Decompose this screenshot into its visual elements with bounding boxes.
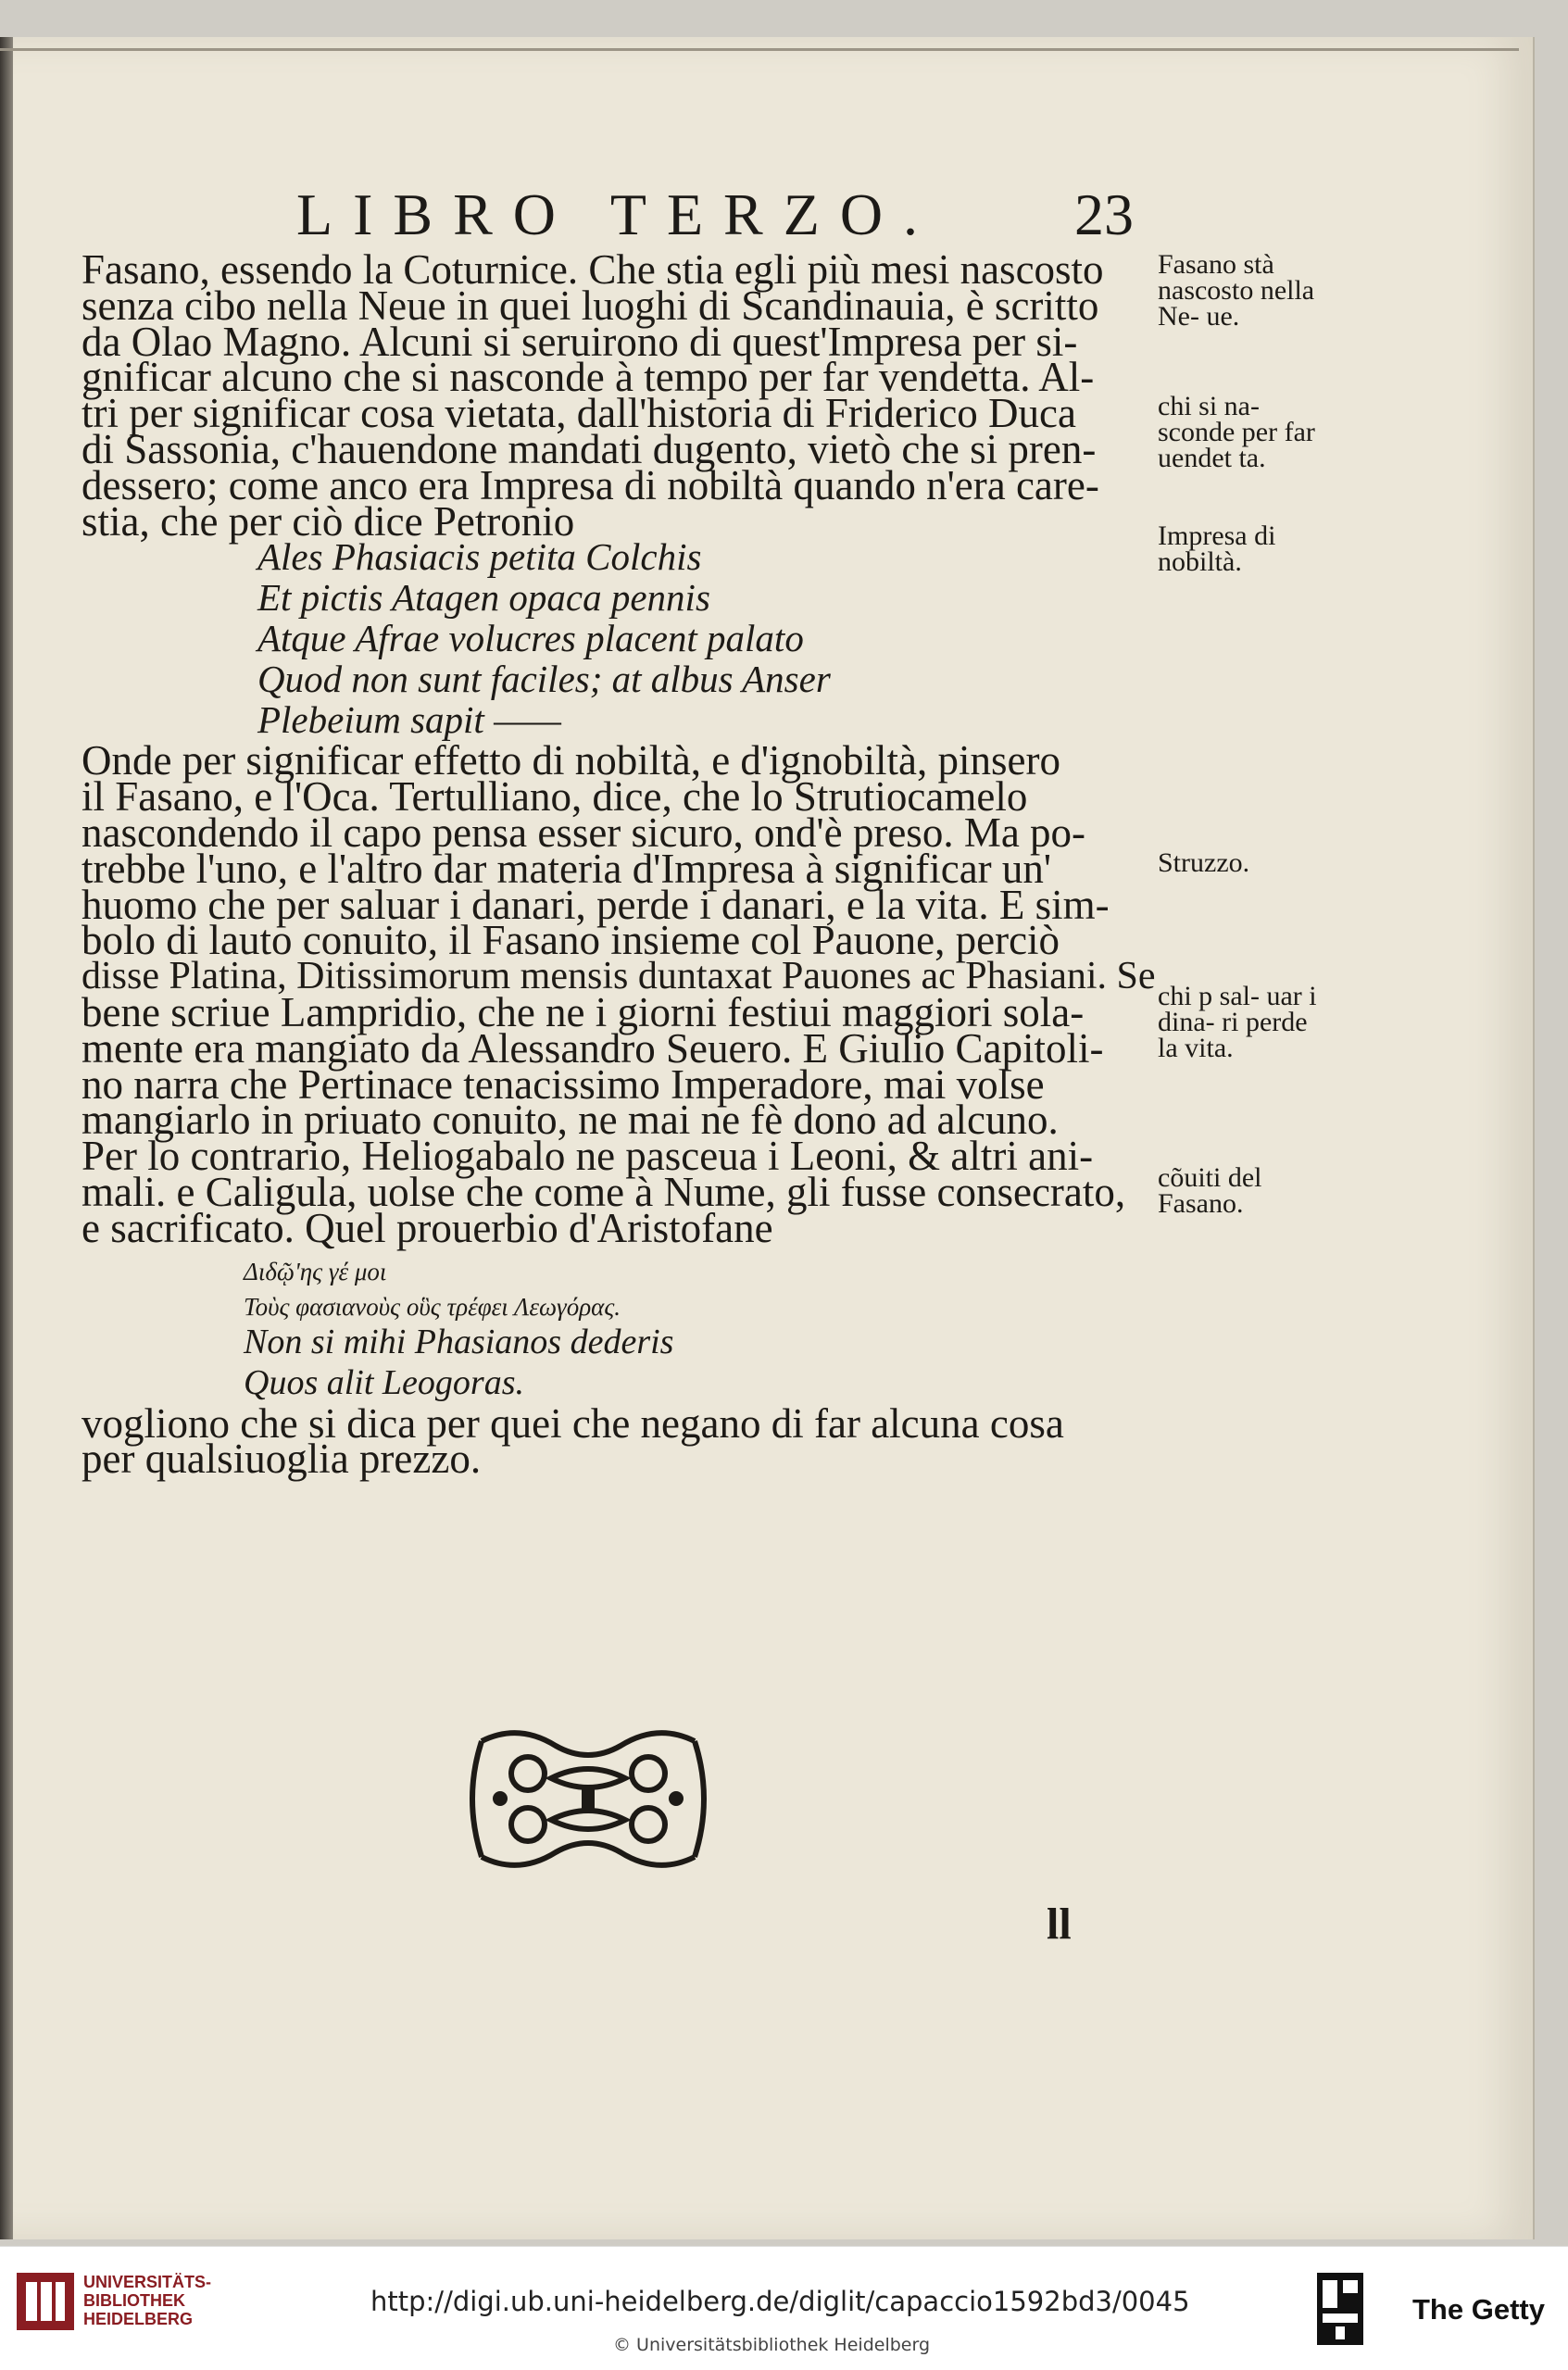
body-text: [82, 246, 1156, 1483]
page-top-edge: [0, 48, 1519, 51]
text-line: Per lo contrario, Heliogabalo ne pasceua i Leoni, & altri ani-: [82, 1133, 1094, 1180]
text-line: senza cibo nella Neue in quei luoghi di Scandinauia, è scritto: [82, 282, 1099, 329]
running-head: [296, 181, 1223, 245]
verse-line: Ales Phasiacis petita Colchis: [257, 535, 702, 579]
text-line: bene scriue Lampridio, che ne i giorni festiui maggiori sola-: [82, 988, 1085, 1035]
text-line: gnificar alcuno che si nasconde à tempo per far vendetta. Al-: [82, 354, 1095, 401]
viewer-footer: [0, 2246, 1568, 2370]
verse-line: Plebeium sapit ——: [257, 698, 561, 742]
greek-line: Τοὺς φασιανοὺς οὓς τρέφει Λεωγόρας.: [244, 1292, 621, 1321]
text-line: dessero; come anco era Impresa di nobiltà quando n'era care-: [82, 461, 1099, 508]
permalink-url[interactable]: http://digi.ub.uni-heidelberg.de/diglit/capaccio1592bd3/0045: [370, 2286, 1190, 2317]
copyright-notice: © Universitätsbibliothek Heidelberg: [613, 2335, 931, 2355]
latin-verse-line: Non si mihi Phasianos dederis: [244, 1322, 674, 1361]
text-line: e sacrificato. Quel prouerbio d'Aristofane: [82, 1204, 773, 1251]
text-line: Fasano, essendo la Coturnice. Che stia egli più mesi nascosto: [82, 246, 1104, 293]
signature-mark: ll: [1047, 1900, 1072, 1949]
text-line: bolo di lauto conuito, il Fasano insieme col Pauone, perciò: [82, 917, 1060, 964]
text-line: stia, che per ciò dice Petronio: [82, 497, 575, 545]
library-name: UNIVERSITÄTS- BIBLIOTHEK HEIDELBERG: [83, 2273, 212, 2328]
university-logo-icon: [17, 2273, 74, 2330]
greek-line: Διδῷ'ης γέ μοι: [244, 1257, 387, 1285]
printer-ornament: [463, 1723, 713, 1875]
text-line: huomo che per saluar i danari, perde i danari, e la vita. E sim-: [82, 881, 1110, 928]
text-line: il Fasano, e l'Oca. Tertulliano, dice, che lo Strutiocamelo: [82, 773, 1028, 821]
text-line: di Sassonia, c'hauendone mandati dugento, vietò che si pren-: [82, 425, 1097, 472]
text-line: no narra che Pertinace tenacissimo Imperadore, mai volse: [82, 1060, 1045, 1108]
verse-line: Quod non sunt faciles; at albus Anser: [257, 658, 831, 701]
text-line: mali. e Caligula, uolse che come à Nume, gli fusse consecrato,: [82, 1168, 1126, 1215]
text-line: nascondendo il capo pensa esser sicuro, ond'è preso. Ma po-: [82, 809, 1086, 856]
verse-line: Et pictis Atagen opaca pennis: [257, 576, 710, 620]
partner-name[interactable]: The Getty: [1412, 2293, 1545, 2326]
margin-note: chi si na- sconde per far uendet ta.: [1158, 391, 1315, 473]
margin-note: Fasano stà nascosto nella Ne- ue.: [1158, 249, 1315, 332]
verse-line: Atque Afrae volucres placent palato: [257, 617, 804, 660]
latin-verse-line: Quos alit Leogoras.: [244, 1362, 524, 1402]
text-line: vogliono che si dica per quei che negano di far alcuna cosa: [82, 1399, 1064, 1447]
text-line: mente era mangiato da Alessandro Seuero. E Giulio Capitoli-: [82, 1024, 1104, 1072]
getty-logo-icon: [1317, 2273, 1363, 2345]
margin-note: cõuiti del Fasano.: [1158, 1162, 1262, 1219]
margin-note: chi p sal- uar i dina- ri perde la vita.: [1158, 981, 1317, 1063]
margin-note: Struzzo.: [1158, 847, 1250, 878]
page-number: 23: [1074, 182, 1134, 247]
text-line: per qualsiuoglia prezzo.: [82, 1436, 482, 1483]
text-line: trebbe l'uno, e l'altro dar materia d'Impresa à significar un': [82, 845, 1052, 892]
page-left-edge: [0, 37, 13, 2239]
running-title: LIBRO TERZO.: [296, 182, 939, 247]
text-line: Onde per significar effetto di nobiltà, e d'ignobiltà, pinsero: [82, 737, 1060, 784]
text-line: disse Platina, Ditissimorum mensis duntaxat Pauones ac Phasiani. Se: [82, 955, 1156, 998]
text-line: da Olao Magno. Alcuni si seruirono di quest'Impresa per si-: [82, 318, 1078, 365]
text-line: tri per significar cosa vietata, dall'historia di Friderico Duca: [82, 390, 1076, 437]
text-line: mangiarlo in priuato conuito, ne mai ne fè dono ad alcuno.: [82, 1097, 1059, 1144]
margin-note: Impresa di nobiltà.: [1158, 520, 1276, 577]
